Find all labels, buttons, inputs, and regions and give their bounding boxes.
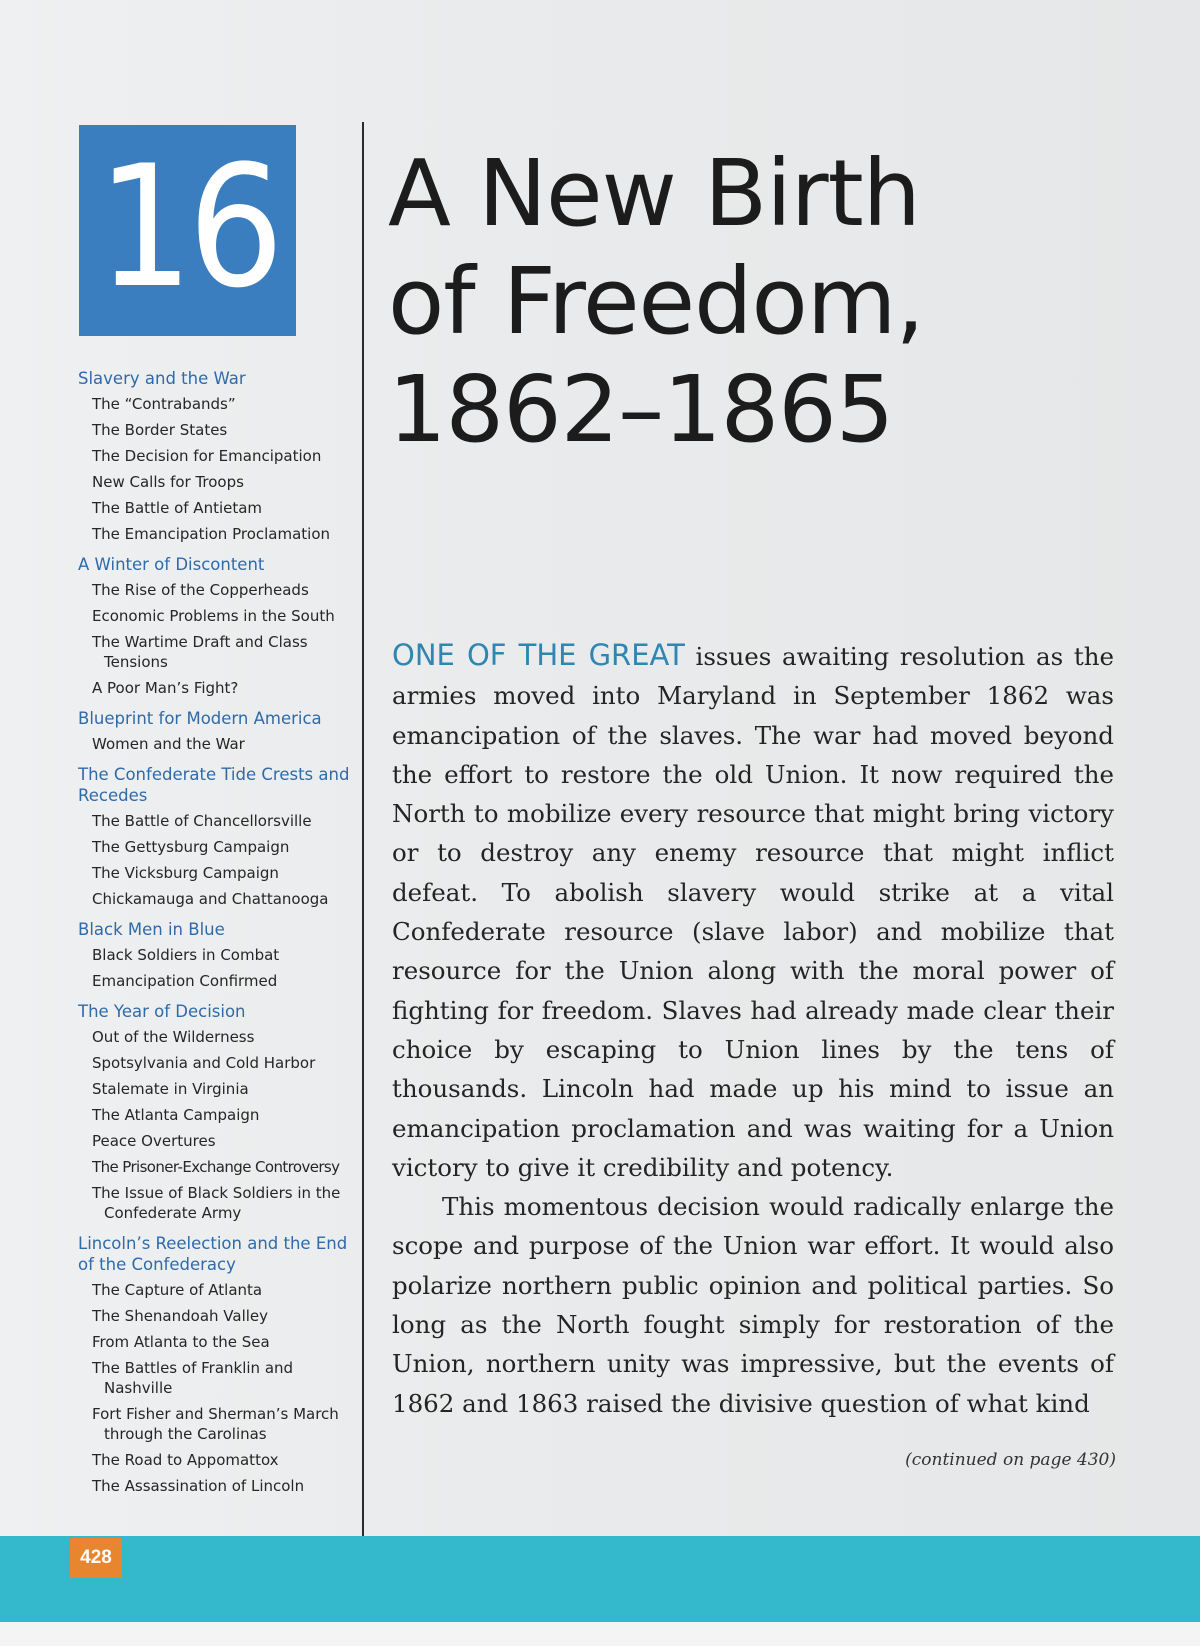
outline-section [78, 764, 353, 909]
outline-item: Spotsylvania and Cold Harbor [92, 1054, 316, 1072]
outline-heading: A Winter of Discontent [78, 555, 265, 574]
outline-item: The Shenandoah Valley [92, 1307, 269, 1325]
outline-item: Chickamauga and Chattanooga [92, 890, 329, 908]
outline-item: A Poor Man’s Fight? [92, 679, 239, 697]
outline-item: The Atlanta Campaign [92, 1106, 260, 1124]
paragraph-text: issues awaiting resolution as the armies moved into Maryland in September 1862 was emancipation of the slaves. The war had moved beyond the effort to restore the old Union. It now required the North to mobilize every resource that might bring victory or to destroy any enemy resource that might inflict defeat. To abolish slavery would strike at a vital Confederate resource (slave labor) and mobilize that resource for the Union along with the moral power of fighting for freedom. Slaves had already made clear their choice by escaping to Union lines by the tens of thousands. Lincoln had made up his mind to issue an emancipation proclamation and was waiting for a Union victory to give it credibility and potency. [392, 642, 1114, 1182]
outline-section [78, 554, 353, 698]
outline-heading: Lincoln’s Reelection and the End of the Confederacy [78, 1234, 348, 1274]
page-number-badge: 428 [70, 1538, 122, 1578]
chapter-title-line: of Freedom, [388, 248, 924, 355]
outline-item: Fort Fisher and Sherman’s March through the Carolinas [92, 1405, 339, 1443]
outline-item: The Battle of Chancellorsville [92, 812, 312, 830]
outline-item: The Decision for Emancipation [92, 447, 322, 465]
outline-item: Black Soldiers in Combat [92, 946, 280, 964]
chapter-number: 16 [96, 128, 279, 325]
chapter-title-line: 1862–1865 [388, 356, 894, 463]
footer-bar [0, 1536, 1200, 1622]
outline-item: From Atlanta to the Sea [92, 1333, 270, 1351]
vertical-divider [362, 122, 364, 1622]
outline-item: The Wartime Draft and Class Tensions [92, 633, 308, 671]
outline-item: Women and the War [92, 735, 245, 753]
outline-item: The Battles of Franklin and Nashville [92, 1359, 294, 1397]
outline-heading: The Confederate Tide Crests and Recedes [78, 765, 350, 805]
outline-heading: Black Men in Blue [78, 920, 225, 939]
outline-item: The Emancipation Proclamation [92, 525, 331, 543]
outline-heading: The Year of Decision [78, 1002, 246, 1021]
outline-item: Emancipation Confirmed [92, 972, 278, 990]
outline-section [78, 1001, 353, 1223]
intro-paragraph [392, 636, 1114, 1187]
outline-item: The Road to Appomattox [92, 1451, 279, 1469]
outline-item: Peace Overtures [92, 1132, 216, 1150]
outline-item: The Gettysburg Campaign [92, 838, 290, 856]
outline-item: The Capture of Atlanta [92, 1281, 263, 1299]
outline-item: The Issue of Black Soldiers in the Confederate Army [92, 1184, 341, 1222]
outline-section [78, 919, 353, 991]
outline-heading: Blueprint for Modern America [78, 709, 322, 728]
outline-item: The Assassination of Lincoln [92, 1477, 305, 1495]
outline-section [78, 708, 353, 754]
chapter-number-box [79, 125, 296, 336]
chapter-title [388, 140, 1148, 464]
outline-item: Economic Problems in the South [92, 607, 335, 625]
chapter-title-line: A New Birth [388, 140, 920, 247]
outline-item: The Rise of the Copperheads [92, 581, 309, 599]
chapter-intro-text [392, 636, 1114, 1423]
outline-item: The Battle of Antietam [92, 499, 263, 517]
outline-section [78, 1233, 353, 1496]
continued-note: (continued on page 430) [905, 1450, 1116, 1470]
outline-item: Stalemate in Virginia [92, 1080, 249, 1098]
outline-item: The Border States [92, 421, 228, 439]
outline-item: The Vicksburg Campaign [92, 864, 279, 882]
outline-item: The Prisoner-Exchange Controversy [92, 1158, 340, 1176]
page-bottom-margin [0, 1622, 1200, 1646]
outline-section [78, 368, 353, 544]
lead-in-text: ONE OF THE GREAT [392, 638, 685, 672]
outline-heading: Slavery and the War [78, 369, 246, 388]
outline-item: The “Contrabands” [92, 395, 236, 413]
intro-paragraph: This momentous decision would radically enlarge the scope and purpose of the Union war effort. It would also polarize northern public opinion and political parties. So long as the North fought simply for restoration of the Union, northern unity was impressive, but the events of 1862 and 1863 raised the divisive question of what kind [392, 1192, 1114, 1418]
outline-item: New Calls for Troops [92, 473, 244, 491]
outline-item: Out of the Wilderness [92, 1028, 255, 1046]
chapter-outline [78, 368, 353, 1506]
